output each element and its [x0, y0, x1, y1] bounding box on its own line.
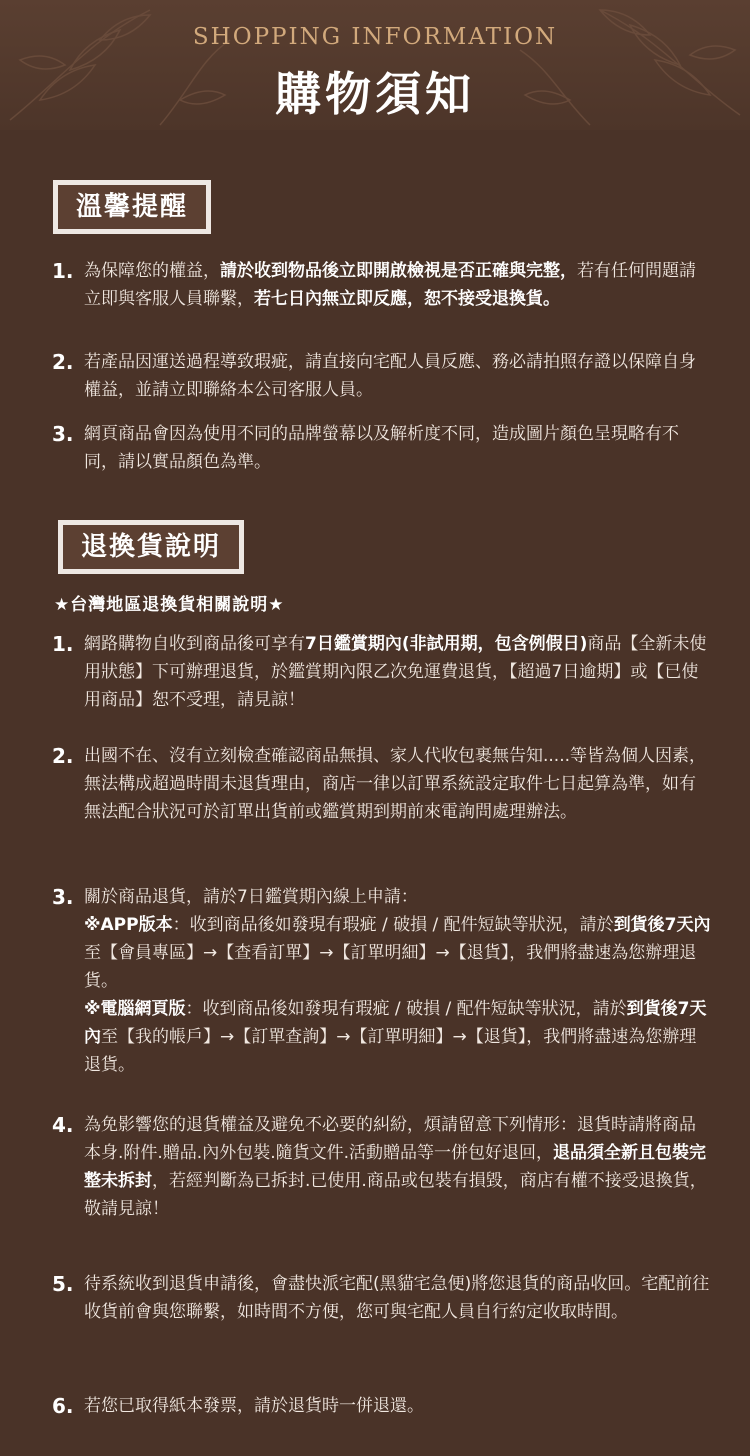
returns-item-1	[52, 630, 712, 714]
item-text: 網頁商品會因為使用不同的品牌螢幕以及解析度不同，造成圖片顏色呈現略有不同，請以實品顏色為準。	[84, 424, 679, 472]
section-badge-returns	[58, 520, 244, 574]
item-text: 網路購物自收到商品後可享有	[84, 634, 305, 654]
returns-item-2	[52, 742, 712, 826]
item-bold-text: 若七日內無立即反應，恕不接受退換貨。	[254, 289, 560, 309]
item-text: 關於商品退貨，請於7日鑑賞期內線上申請：	[84, 887, 418, 907]
returns-item-6	[52, 1392, 712, 1420]
section-title-reminder: 溫馨提醒	[58, 185, 206, 229]
item-number: 3.	[52, 885, 74, 909]
returns-subtitle: ★台灣地區退換貨相關說明★	[54, 595, 285, 615]
section-title-returns: 退換貨說明	[63, 525, 239, 569]
item-text: 若產品因運送過程導致瑕疵，請直接向宅配人員反應、務必請拍照存證以保障自身權益，並請立即聯絡本公司客服人員。	[84, 352, 696, 400]
item-text: ，若經判斷為已拆封.已使用.商品或包裝有損毀，商店有權不接受退換貨，敬請見諒！	[84, 1171, 707, 1219]
returns-item-3	[52, 883, 712, 1079]
item-number: 4.	[52, 1113, 74, 1137]
item-number: 3.	[52, 422, 74, 446]
item-bold-text: 7日鑑賞期內(非試用期，包含例假日)	[305, 634, 588, 654]
item-number: 1.	[52, 259, 74, 283]
section-badge-reminder	[53, 180, 211, 234]
item-number: 2.	[52, 350, 74, 374]
item-bold-text: 退品須全新且包裝完整未拆封	[84, 1143, 707, 1191]
web-version-label: ※電腦網頁版	[84, 999, 186, 1019]
returns-item-4	[52, 1111, 712, 1223]
item-bold-text: 到貨後7天內	[84, 999, 707, 1047]
item-number: 2.	[52, 744, 74, 768]
app-version-label: ※APP版本	[84, 915, 173, 935]
item-text: ：收到商品後如發現有瑕疵 / 破損 / 配件短缺等狀況，請於	[185, 999, 627, 1019]
item-bold-text: 請於收到物品後立即開啟檢視是否正確與完整，	[220, 261, 577, 281]
header-chinese-title: 購物須知	[275, 67, 475, 121]
reminder-item-1	[52, 257, 712, 313]
item-text: 若您已取得紙本發票，請於退貨時一併退還。	[84, 1396, 424, 1416]
header-banner	[0, 0, 750, 130]
item-text: 至【會員專區】→【查看訂單】→【訂單明細】→【退貨】，我們將盡速為您辦理退貨。	[84, 943, 697, 991]
returns-item-5	[52, 1270, 712, 1326]
item-text: 為免影響您的退貨權益及避免不必要的糾紛，煩請留意下列情形：退貨時請將商品本身.附件.贈品.內外包裝.隨貨文件.活動贈品等一併包好退回，	[84, 1115, 696, 1163]
item-number: 5.	[52, 1272, 74, 1296]
reminder-item-2	[52, 348, 712, 404]
item-text: 待系統收到退貨申請後，會盡快派宅配(黑貓宅急便)將您退貨的商品收回。宅配前往收貨前會與您聯繫，如時間不方便，您可與宅配人員自行約定收取時間。	[84, 1274, 710, 1322]
item-text: 為保障您的權益，	[84, 261, 220, 281]
item-text: ：收到商品後如發現有瑕疵 / 破損 / 配件短缺等狀況，請於	[172, 915, 614, 935]
item-text: 至【我的帳戶】→【訂單查詢】→【訂單明細】→【退貨】，我們將盡速為您辦理退貨。	[84, 1027, 697, 1075]
item-text: 商品【全新未使用狀態】下可辦理退貨，於鑑賞期內限乙次免運費退貨，【超過7日逾期】或【已使用商品】恕不受理，請見諒！	[84, 634, 707, 710]
item-text: 出國不在、沒有立刻檢查確認商品無損、家人代收包裹無告知.....等皆為個人因素，無法構成超過時間未退貨理由，商店一律以訂單系統設定取件七日起算為準，如有無法配合狀況可於訂單出貨前或鑑賞期到期前來電詢問處理辦法。	[84, 746, 707, 822]
item-number: 1.	[52, 632, 74, 656]
item-bold-text: 到貨後7天內	[613, 915, 711, 935]
header-english-title: SHOPPING INFORMATION	[192, 24, 558, 50]
item-number: 6.	[52, 1394, 74, 1418]
item-text: 若有任何問題請立即與客服人員聯繫，	[84, 261, 696, 309]
reminder-item-3	[52, 420, 712, 476]
